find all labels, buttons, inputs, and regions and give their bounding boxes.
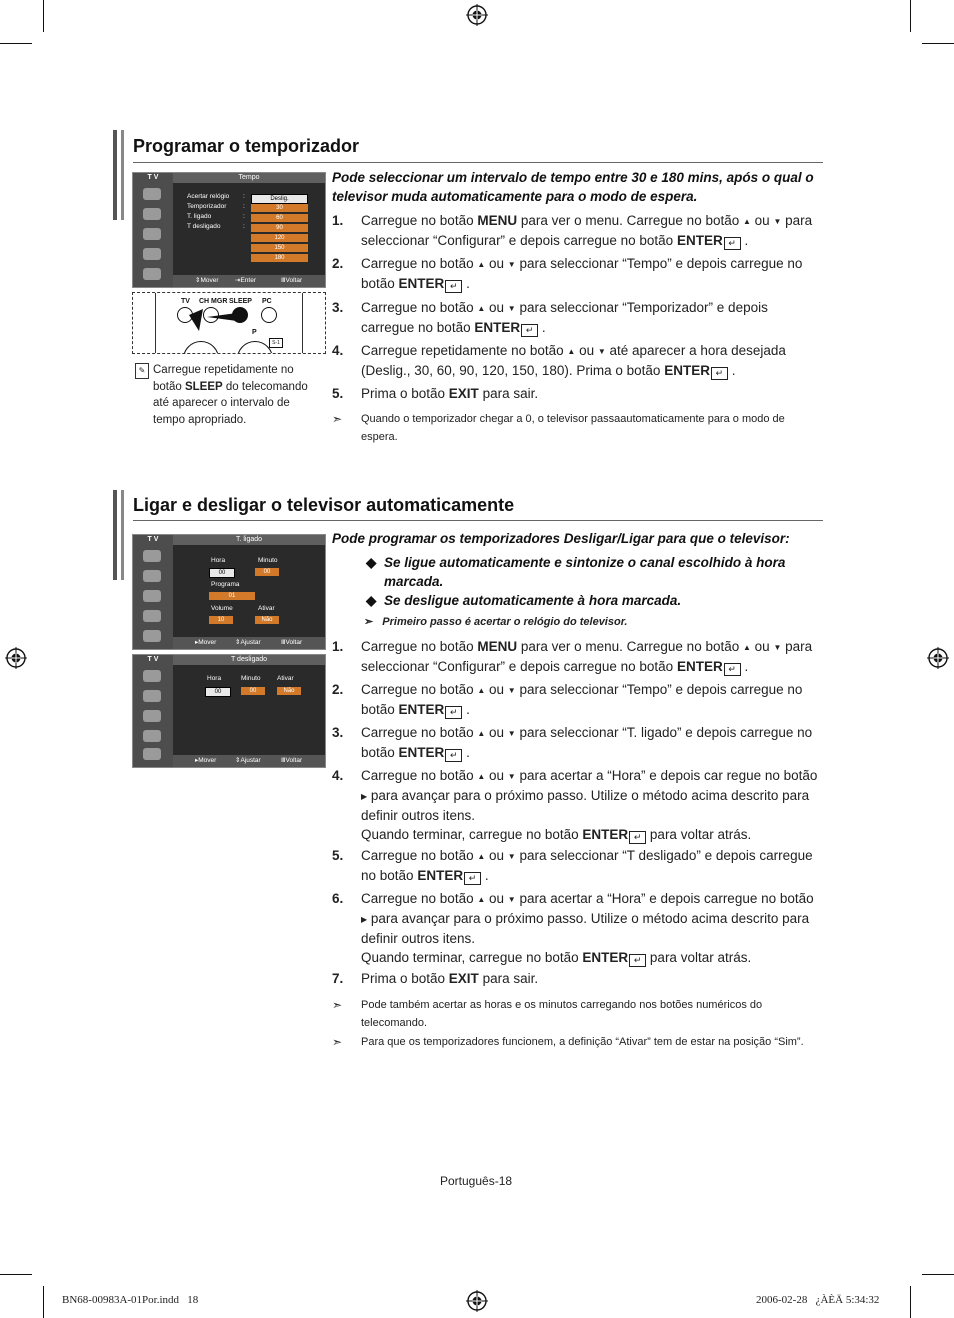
remote-label-p: P — [252, 329, 257, 336]
channel-button — [237, 341, 273, 354]
section-bar — [121, 130, 124, 220]
section1-intro: Pode seleccionar um intervalo de tempo entre 30 e 180 mins, após o qual o televisor muda automaticamente para o modo de espera. — [332, 170, 814, 204]
osd-header: T desligado — [173, 655, 325, 665]
osd-programa-value: 01 — [209, 592, 255, 600]
osd-option: 30 — [251, 204, 308, 212]
picture-icon — [143, 188, 161, 200]
enter-icon: ↵ — [629, 954, 646, 967]
osd-footer — [173, 755, 325, 767]
down-arrow-icon: ▼ — [507, 686, 516, 695]
osd-t-ligado-menu — [132, 534, 326, 650]
osd-foot-voltar: ⅢVoltar — [281, 277, 303, 284]
step-text: Carregue no botão MENU para ver o menu. Carregue no botão ▲ ou ▼ para seleccionar “Configurar” e depois carregue no botão ENTER ↵ . — [361, 213, 813, 248]
osd-foot-voltar: ⅢVoltar — [281, 757, 303, 764]
remote-label-sleep: SLEEP — [229, 298, 252, 305]
osd-hora-value: 00 — [209, 568, 235, 578]
osd-item-t-ligado: T. ligado — [187, 213, 212, 220]
bullet-text: Se ligue automaticamente e sintonize o canal escolhido à hora marcada. — [384, 555, 786, 589]
osd-item-acertar-relogio: Acertar relógio — [187, 193, 230, 200]
pc-button — [261, 307, 277, 323]
remote-label-ch-mgr: CH MGR — [199, 298, 228, 305]
up-arrow-icon: ▲ — [477, 852, 486, 861]
step-text: Carregue no botão ▲ ou ▼ para seleccionar “Temporizador” e depois carregue no botão ENTER ↵ . — [361, 300, 768, 335]
osd-t-desligado-menu — [132, 654, 326, 768]
osd-option: 90 — [251, 224, 308, 232]
pointer-arrow-icon — [189, 307, 249, 333]
down-arrow-icon: ▼ — [773, 643, 782, 652]
step-text: Carregue no botão ▲ ou ▼ para acertar a “Hora” e depois carregue no botão ▶ para avançar para o próximo passo. Utilize o método acima descrito para definir outros itens. Quando terminar, carregue no botão ENTER ↵ para voltar atrás. — [361, 891, 814, 965]
step-number: 2. — [332, 256, 344, 271]
step-text: Carregue no botão ▲ ou ▼ para seleccionar “T desligado” e depois carregue no botão ENTER ↵ . — [361, 848, 813, 883]
osd-header: T. ligado — [173, 535, 325, 545]
enter-icon: ↵ — [464, 872, 481, 885]
volume-button — [183, 341, 219, 354]
down-arrow-icon: ▼ — [507, 772, 516, 781]
note-arrow-icon: ➣ — [332, 1035, 343, 1049]
osd-ativar-value: Não — [277, 687, 301, 695]
down-arrow-icon: ▼ — [507, 852, 516, 861]
osd-tv-label: T V — [147, 536, 159, 543]
registration-mark-icon — [927, 647, 949, 669]
up-arrow-icon: ▲ — [567, 347, 576, 356]
enter-icon: ↵ — [629, 831, 646, 844]
step-number: 7. — [332, 971, 344, 986]
osd-foot-enter: ⇥Enter — [235, 277, 256, 284]
osd-minuto-value: 00 — [255, 568, 279, 576]
page-number: Português-18 — [440, 1174, 513, 1188]
remote-label-pc: PC — [262, 298, 272, 305]
enter-icon: ↵ — [445, 749, 462, 762]
section-title: Ligar e desligar o televisor automaticamente — [133, 495, 515, 515]
osd-option: 60 — [251, 214, 308, 222]
channel-icon — [143, 710, 161, 722]
registration-mark-icon — [466, 4, 488, 26]
osd-hora-label: Hora — [207, 675, 222, 682]
osd-separator: : — [243, 203, 245, 210]
enter-icon: ↵ — [724, 663, 741, 676]
note-text: Para que os temporizadores funcionem, a definição “Ativar” tem de estar na posição “Sim”. — [361, 1036, 804, 1048]
print-file-info: BN68-00983A-01Por.indd 18 — [62, 1294, 199, 1306]
setup-gear-icon — [143, 268, 161, 280]
osd-hora-value: 00 — [205, 687, 231, 697]
osd-ativar-label: Ativar — [258, 605, 275, 612]
section-rule — [133, 162, 823, 163]
input-icon — [143, 730, 161, 742]
step-text: Prima o botão EXIT para sair. — [361, 971, 539, 986]
right-arrow-icon: ▶ — [361, 792, 368, 801]
step-text: Carregue no botão MENU para ver o menu. Carregue no botão ▲ ou ▼ para seleccionar “Configurar” e depois carregue no botão ENTER ↵ . — [361, 639, 813, 674]
step-number: 5. — [332, 386, 344, 401]
osd-option: 120 — [251, 234, 308, 242]
sound-icon — [143, 208, 161, 220]
sound-icon — [143, 570, 161, 582]
osd-volume-label: Volume — [211, 605, 233, 612]
enter-icon: ↵ — [724, 237, 741, 250]
note-arrow-icon: ➣ — [364, 616, 374, 628]
osd-separator: : — [243, 223, 245, 230]
step-number: 2. — [332, 682, 344, 697]
right-arrow-icon: ▶ — [361, 915, 368, 924]
section-bar — [113, 490, 117, 580]
diamond-bullet-icon: ◆ — [366, 593, 377, 608]
osd-tv-label: T V — [147, 174, 159, 181]
channel-icon — [143, 590, 161, 602]
osd-minuto-label: Minuto — [241, 675, 261, 682]
osd-body — [173, 545, 325, 637]
osd-item-t-desligado: T desligado — [187, 223, 221, 230]
crop-mark — [0, 1274, 32, 1275]
note-text: Quando o temporizador chegar a 0, o televisor passaautomaticamente para o modo de espera. — [361, 413, 785, 443]
step-text: Carregue no botão ▲ ou ▼ para seleccionar “T. ligado” e depois carregue no botão ENTER ↵ . — [361, 725, 813, 760]
diamond-bullet-icon: ◆ — [366, 555, 377, 570]
channel-icon — [143, 228, 161, 240]
note-text: Primeiro passo é acertar o relógio do televisor. — [382, 616, 628, 628]
osd-sidebar — [133, 535, 173, 649]
osd-ativar-label: Ativar — [277, 675, 294, 682]
section-rule — [133, 520, 823, 521]
up-arrow-icon: ▲ — [477, 304, 486, 313]
registration-mark-icon — [5, 647, 27, 669]
setup-gear-icon — [143, 630, 161, 642]
input-icon — [143, 610, 161, 622]
step-number: 4. — [332, 768, 344, 783]
osd-foot-mover: ⇕Mover — [195, 277, 219, 284]
note-text: Pode também acertar as horas e os minutos carregando nos botões numéricos do telecomando. — [361, 999, 763, 1029]
crop-mark — [0, 43, 32, 44]
step-text: Prima o botão EXIT para sair. — [361, 386, 539, 401]
down-arrow-icon: ▼ — [507, 304, 516, 313]
bullet-text: Se desligue automaticamente à hora marcada. — [384, 593, 682, 608]
down-arrow-icon: ▼ — [597, 347, 606, 356]
osd-foot-ajustar: ⇕Ajustar — [235, 639, 261, 646]
setup-gear-icon — [143, 748, 161, 760]
osd-separator: : — [243, 213, 245, 220]
picture-icon — [143, 550, 161, 562]
print-date-info: 2006-02-28 ¿ÀÈÄ 5:34:32 — [756, 1294, 880, 1306]
note-arrow-icon: ➣ — [332, 412, 343, 426]
osd-tv-label: T V — [147, 656, 159, 663]
step-number: 3. — [332, 725, 344, 740]
osd-option: 180 — [251, 254, 308, 262]
remote-label-tv: TV — [181, 298, 190, 305]
crop-mark — [43, 1286, 44, 1318]
up-arrow-icon: ▲ — [742, 643, 751, 652]
picture-icon — [143, 670, 161, 682]
down-arrow-icon: ▼ — [773, 217, 782, 226]
step-text: Carregue no botão ▲ ou ▼ para seleccionar “Tempo” e depois carregue no botão ENTER ↵ . — [361, 682, 803, 717]
osd-item-temporizador: Temporizador — [187, 203, 227, 210]
step-number: 6. — [332, 891, 344, 906]
osd-foot-voltar: ⅢVoltar — [281, 639, 303, 646]
note-arrow-icon: ➣ — [332, 998, 343, 1012]
section-bar — [121, 490, 124, 580]
osd-separator: : — [243, 193, 245, 200]
registration-mark-icon — [466, 1290, 488, 1312]
enter-icon: ↵ — [521, 324, 538, 337]
crop-mark — [910, 1286, 911, 1318]
up-arrow-icon: ▲ — [477, 260, 486, 269]
step-number: 4. — [332, 343, 344, 358]
osd-hora-label: Hora — [211, 557, 226, 564]
osd-minuto-label: Minuto — [258, 557, 278, 564]
first-step-note — [364, 613, 627, 631]
osd-body — [173, 183, 325, 275]
step-text: Carregue no botão ▲ ou ▼ para seleccionar “Tempo” e depois carregue no botão ENTER ↵ . — [361, 256, 803, 291]
step-number: 1. — [332, 639, 344, 654]
sleep-tip: Carregue repetidamente no botão SLEEP do telecomando até aparecer o intervalo de tempo apropriado. — [153, 364, 308, 426]
osd-foot-mover: ▸Mover — [195, 639, 217, 646]
osd-minuto-value: 00 — [241, 687, 265, 695]
osd-foot-ajustar: ⇕Ajustar — [235, 757, 261, 764]
enter-icon: ↵ — [445, 280, 462, 293]
osd-sidebar — [133, 655, 173, 767]
down-arrow-icon: ▼ — [507, 260, 516, 269]
up-arrow-icon: ▲ — [477, 772, 486, 781]
step-text: Carregue no botão ▲ ou ▼ para acertar a “Hora” e depois car regue no botão ▶ para avançar para o próximo passo. Utilize o método acima descrito para definir outros itens. Quando terminar, carregue no botão ENTER ↵ para voltar atrás. — [361, 768, 818, 842]
osd-footer — [173, 637, 325, 649]
down-arrow-icon: ▼ — [507, 729, 516, 738]
section2-intro: Pode programar os temporizadores Desligar/Ligar para que o televisor: — [332, 531, 790, 546]
osd-ativar-value: Não — [255, 616, 279, 624]
input-icon — [143, 248, 161, 260]
enter-icon: ↵ — [445, 706, 462, 719]
up-arrow-icon: ▲ — [477, 895, 486, 904]
enter-icon: ↵ — [711, 367, 728, 380]
osd-footer — [173, 275, 325, 287]
crop-mark — [43, 0, 44, 32]
osd-programa-label: Programa — [211, 581, 240, 588]
memo-icon: ✎ — [135, 363, 149, 379]
up-arrow-icon: ▲ — [477, 686, 486, 695]
osd-option-deslig: Deslig. — [251, 194, 308, 204]
osd-option: 150 — [251, 244, 308, 252]
osd-header: Tempo — [173, 173, 325, 183]
down-arrow-icon: ▼ — [507, 895, 516, 904]
up-arrow-icon: ▲ — [477, 729, 486, 738]
step-number: 1. — [332, 213, 344, 228]
osd-foot-mover: ▸Mover — [195, 757, 217, 764]
step-number: 5. — [332, 848, 344, 863]
remote-badge: S-1 — [269, 338, 283, 348]
remote-control-illustration — [132, 292, 326, 354]
crop-mark — [910, 0, 911, 32]
up-arrow-icon: ▲ — [742, 217, 751, 226]
osd-sidebar — [133, 173, 173, 287]
section-title: Programar o temporizador — [133, 136, 360, 156]
step-number: 3. — [332, 300, 344, 315]
osd-body — [173, 665, 325, 755]
sound-icon — [143, 690, 161, 702]
osd-tempo-menu — [132, 172, 326, 288]
section-bar — [113, 130, 117, 220]
osd-volume-value: 10 — [209, 616, 233, 624]
crop-mark — [922, 1274, 954, 1275]
crop-mark — [922, 43, 954, 44]
step-text: Carregue repetidamente no botão ▲ ou ▼ até aparecer a hora desejada (Deslig., 30, 60, 90, 120, 150, 180). Prima o botão ENTER ↵ . — [361, 343, 786, 378]
